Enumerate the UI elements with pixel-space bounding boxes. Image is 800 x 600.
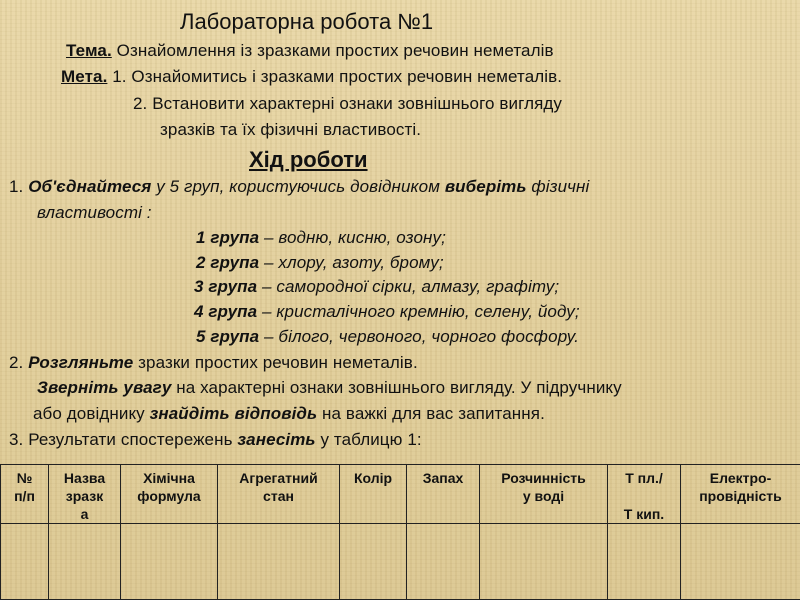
results-table bbox=[0, 464, 800, 600]
table-cell[interactable] bbox=[608, 524, 681, 600]
group-1 bbox=[196, 228, 446, 248]
table-header-text: п/п bbox=[14, 488, 35, 504]
table-header-text: Агрегатний bbox=[239, 470, 318, 486]
table-header-text: Хімічна bbox=[143, 470, 195, 486]
step-2-verb-2: Зверніть увагу bbox=[37, 378, 172, 397]
step-2-number: 2. bbox=[9, 353, 24, 372]
table-cell[interactable] bbox=[218, 524, 340, 600]
table-header-cell bbox=[340, 465, 407, 524]
goal-text-1: 1. Ознайомитись і зразками простих речовин неметалів. bbox=[112, 67, 563, 86]
goal-text-2a: 2. Встановити характерні ознаки зовнішнього вигляду bbox=[133, 94, 563, 113]
step-1-line-1 bbox=[9, 177, 589, 197]
group-label: 2 група bbox=[196, 253, 260, 272]
group-text: – кристалічного кремнію, селену, йоду; bbox=[257, 302, 580, 321]
table-header-text: Запах bbox=[422, 470, 464, 486]
table-header-text: провідність bbox=[699, 488, 782, 504]
table-header-text: Колір bbox=[353, 470, 393, 486]
topic-line bbox=[66, 41, 554, 61]
step-3-number: 3. bbox=[9, 430, 24, 449]
group-3 bbox=[194, 277, 559, 297]
table-header-text: Розчинність bbox=[501, 470, 586, 486]
step-1-line-2: властивості : bbox=[37, 203, 152, 222]
step-2-verb-1: Розгляньте bbox=[28, 353, 134, 372]
group-4 bbox=[194, 302, 580, 322]
table-header-text: Назва bbox=[63, 470, 106, 486]
table-header-cell bbox=[480, 465, 608, 524]
table-header-cell bbox=[681, 465, 800, 524]
step-2-verb-3: знайдіть відповідь bbox=[149, 404, 318, 423]
table-header-cell bbox=[218, 465, 340, 524]
table-header-text: Т пл./ bbox=[625, 470, 663, 486]
step-2-line-1 bbox=[9, 353, 418, 373]
table-cell[interactable] bbox=[1, 524, 49, 600]
step-1-text-2: фізичні bbox=[526, 177, 590, 196]
group-text: – самородної сірки, алмазу, графіту; bbox=[257, 277, 560, 296]
step-1-number: 1. bbox=[9, 177, 24, 196]
table-header-text: у воді bbox=[522, 488, 565, 504]
group-label: 3 група bbox=[194, 277, 258, 296]
table-header-cell bbox=[608, 465, 681, 524]
table-header-text: а bbox=[80, 506, 89, 522]
table-cell[interactable] bbox=[49, 524, 121, 600]
step-2-text-2: на характерні ознаки зовнішнього вигляду. У підручнику bbox=[171, 378, 622, 397]
table-header-text: Електро- bbox=[709, 470, 772, 486]
step-2-line-2 bbox=[37, 378, 622, 398]
step-1-text-1: у 5 груп, користуючись довідником bbox=[151, 177, 445, 196]
table-header-cell bbox=[121, 465, 218, 524]
group-label: 5 група bbox=[196, 327, 260, 346]
step-3-text-2: у таблицю 1: bbox=[315, 430, 422, 449]
table-header-text: формула bbox=[137, 488, 201, 504]
step-3-text-1: Результати спостережень bbox=[28, 430, 238, 449]
step-3-line bbox=[9, 430, 422, 450]
goal-text-2b: зразків та їх фізичні властивості. bbox=[160, 120, 422, 139]
table-cell[interactable] bbox=[681, 524, 800, 600]
table-cell[interactable] bbox=[480, 524, 608, 600]
table-cell[interactable] bbox=[121, 524, 218, 600]
step-2-line-3 bbox=[33, 404, 545, 424]
group-2 bbox=[196, 253, 444, 273]
table-header-text bbox=[610, 487, 678, 505]
group-text: – хлору, азоту, брому; bbox=[259, 253, 444, 272]
step-3-verb: занесіть bbox=[237, 430, 316, 449]
goal-line-1 bbox=[61, 67, 562, 87]
group-text: – білого, червоного, чорного фосфору. bbox=[259, 327, 580, 346]
table-header-cell bbox=[49, 465, 121, 524]
table-header-row bbox=[1, 465, 800, 524]
table-header-cell bbox=[407, 465, 480, 524]
step-2-text-4: на важкі для вас запитання. bbox=[317, 404, 545, 423]
table-cell[interactable] bbox=[340, 524, 407, 600]
step-2-text-1: зразки простих речовин неметалів. bbox=[133, 353, 418, 372]
topic-label: Тема. bbox=[66, 41, 112, 60]
group-text: – водню, кисню, озону; bbox=[259, 228, 446, 247]
table-header-text: зразк bbox=[65, 488, 104, 504]
table-header-text: Т кип. bbox=[623, 506, 665, 522]
table-header-text: стан bbox=[263, 488, 294, 504]
page-title: Лабораторна робота №1 bbox=[180, 9, 434, 34]
goal-label: Мета. bbox=[61, 67, 108, 86]
step-1-verb-2: виберіть bbox=[444, 177, 527, 196]
table-cell[interactable] bbox=[407, 524, 480, 600]
table-header-cell bbox=[1, 465, 49, 524]
group-5 bbox=[196, 327, 579, 347]
step-2-text-3: або довіднику bbox=[33, 404, 150, 423]
step-1-verb-1: Об'єднайтеся bbox=[28, 177, 152, 196]
table-body bbox=[1, 524, 800, 600]
group-label: 4 група bbox=[194, 302, 258, 321]
group-label: 1 група bbox=[196, 228, 260, 247]
procedure-heading: Хід роботи bbox=[249, 147, 368, 172]
topic-text: Ознайомлення із зразками простих речовин неметалів bbox=[116, 41, 554, 60]
table-row bbox=[1, 524, 800, 600]
table-header-text: № bbox=[16, 470, 33, 486]
